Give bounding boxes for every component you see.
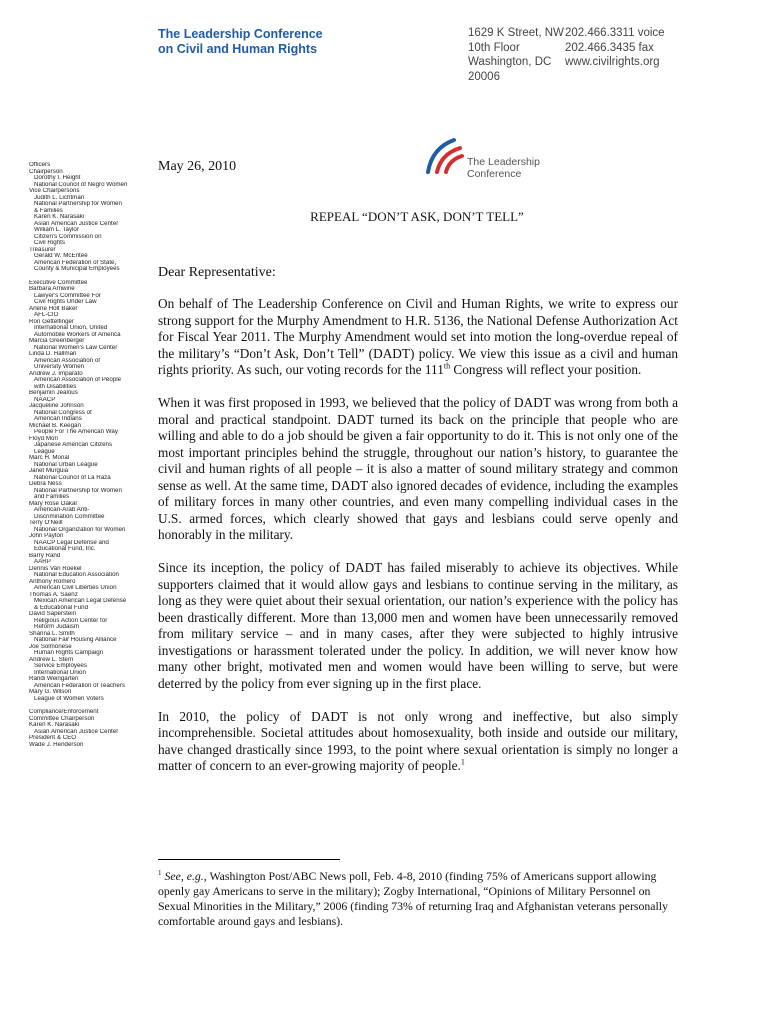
sidebar-affiliation: League of Women Voters: [34, 695, 104, 702]
sidebar-affiliation: American Civil Liberties Union: [34, 585, 117, 591]
sidebar-affiliation: American Association of People: [34, 377, 122, 383]
sidebar-affiliation: NAACP Legal Defense and: [34, 539, 109, 546]
organization-name-line1: The Leadership Conference: [158, 27, 323, 41]
sidebar-name: Officers: [29, 162, 51, 168]
letter-date: May 26, 2010: [158, 159, 237, 174]
sidebar-spacer: [29, 273, 154, 280]
address-line: 1629 K Street, NW: [468, 27, 564, 39]
footnote: [158, 866, 678, 929]
letter-title: REPEAL “DON’T ASK, DON’T TELL”: [310, 209, 524, 224]
sidebar-affiliation: Gerald W. McEntee: [34, 253, 88, 259]
sidebar-name: Janet Murguia: [29, 468, 69, 474]
sidebar-name: Shanna L. Smith: [29, 630, 75, 637]
sidebar-name: Ron Gettelfinger: [29, 318, 75, 325]
sidebar-affiliation: International Union, United: [34, 325, 108, 331]
sidebar-name: Committee Chairperson: [29, 715, 95, 722]
logo-wordmark: [467, 156, 540, 180]
sidebar-affiliation: Discrimination Committee: [34, 513, 105, 520]
sidebar-affiliation: National Congress of: [34, 409, 92, 416]
paragraph-4: [158, 709, 678, 775]
sidebar-name: Dennis Van Roekel: [29, 565, 82, 572]
sidebar-name: Marcia Greenberger: [29, 338, 85, 344]
sidebar-name: Arlene Holt Baker: [29, 305, 78, 312]
sidebar-affiliation: AFL-CIO: [34, 312, 59, 318]
paragraph-1-end: Congress will reflect your position.: [450, 362, 642, 377]
organization-name: [158, 27, 323, 57]
sidebar-affiliation: International Union: [34, 669, 86, 676]
sidebar-affiliation: William L. Taylor: [34, 227, 79, 233]
sidebar-name: Anthony Romero: [29, 578, 76, 585]
officers-sidebar: [29, 162, 154, 748]
sidebar-affiliation: with Disabilities: [34, 383, 77, 390]
sidebar-affiliation: Reform Judaism: [34, 624, 80, 630]
sidebar-name: Thomas A. Saenz: [29, 591, 78, 598]
sidebar-name: Wade J. Henderson: [29, 741, 84, 748]
sidebar-name: Treasurer: [29, 246, 56, 253]
mailing-address: [468, 26, 564, 84]
sidebar-affiliation: Karen K. Narasaki: [34, 214, 85, 220]
sidebar-affiliation: American Association of: [34, 357, 101, 364]
sidebar-affiliation: University Women: [34, 364, 85, 370]
logo-text-line1: The Leadership: [467, 156, 540, 168]
sidebar-affiliation: American-Arab Anti-: [34, 507, 90, 513]
sidebar-name: Benjamin Jealous: [29, 390, 78, 396]
footnote-citation-signal: See, e.g.: [164, 868, 204, 883]
sidebar-affiliation: Mexican American Legal Defense: [34, 598, 127, 604]
sidebar-affiliation: Service Employees: [34, 663, 87, 669]
sidebar-affiliation: League: [34, 448, 55, 455]
sidebar-affiliation: AARP: [34, 559, 51, 565]
sidebar-name: Debra Ness: [29, 481, 62, 487]
sidebar-affiliation: National Council of Negro Women: [34, 181, 128, 188]
sidebar-name: Karen K. Narasaki: [29, 722, 80, 728]
sidebar-affiliation: National Organization for Women: [34, 526, 126, 533]
sidebar-name: Terry O'Neill: [29, 520, 63, 526]
sidebar-name: Mary G. Wilson: [29, 689, 72, 695]
salutation: Dear Representative:: [158, 265, 276, 280]
contact-info: [565, 26, 665, 70]
address-line: 20006: [468, 70, 500, 83]
leadership-conference-logo-icon: [424, 134, 464, 174]
sidebar-name: Andrew L. Stern: [29, 656, 74, 663]
sidebar-affiliation: National Education Association: [34, 572, 119, 578]
sidebar-affiliation: Human Rights Campaign: [34, 650, 104, 656]
footnote-text: , Washington Post/ABC News poll, Feb. 4-8, 2010 (finding 75% of Americans support allowing openly gay Americans to serve in the military); Zogby International, “Opinions of Military Personnel on Sexual Minorities in the Military,” 2006 (finding 73% of returning Iraq and Afghanistan veterans personally comfortable around gays and lesbians).: [158, 868, 668, 928]
sidebar-affiliation: Lawyer's Committee For: [34, 292, 101, 299]
sidebar-affiliation: Judith L. Lichtman: [34, 194, 85, 201]
phone-voice: 202.466.3311 voice: [565, 27, 665, 39]
sidebar-affiliation: Civil Rights Under Law: [34, 299, 97, 305]
sidebar-name: John Payton: [29, 533, 64, 539]
sidebar-name: Randi Weingarten: [29, 676, 79, 682]
sidebar-name: Barbara Arnwine: [29, 286, 75, 292]
sidebar-spacer: [29, 702, 154, 709]
sidebar-name: Linda D. Hallman: [29, 351, 77, 357]
sidebar-affiliation: NAACP: [34, 396, 56, 403]
website: www.civilrights.org: [565, 56, 660, 68]
sidebar-name: Joe Solmonese: [29, 643, 72, 650]
sidebar-name: Chairperson: [29, 168, 63, 175]
sidebar-affiliation: & Families: [34, 207, 63, 214]
sidebar-name: Executive Committee: [29, 279, 88, 286]
sidebar-name: Compliance/Enforcement: [29, 709, 99, 715]
sidebar-affiliation: Citizen's Commission on: [34, 233, 102, 240]
address-line: Washington, DC: [468, 56, 552, 68]
sidebar-affiliation: & Educational Fund: [34, 604, 89, 611]
sidebar-affiliation: County & Municipal Employees: [34, 266, 120, 272]
organization-name-line2: on Civil and Human Rights: [158, 42, 318, 56]
paragraph-2: When it was first proposed in 1993, we believed that the policy of DADT was wrong from both a moral and practical standpoint. DADT turned its back on the principle that people who are willing and able to do a job should be given a fair opportunity to do it. This is not only one of the most important principles behind the struggle, throughout our nation’s history, to guarantee the civil and human rights of all people – it is also a matter of sound military strategy and common sense as well. At the same time, DADT also ignored decades of evidence, including the examples of military forces in many other countries, and even many compelling individual cases in the U.S. armed forces, which clearly showed that gays and lesbians could serve openly and honorably in the military.: [158, 395, 678, 542]
sidebar-affiliation: and Families: [34, 494, 70, 500]
footnote-reference: 1: [460, 757, 465, 767]
footnote-marker: 1: [158, 869, 162, 877]
paragraph-3: Since its inception, the policy of DADT has failed miserably to achieve its objectives. While supporters claimed that it would allow gays and lesbians to continue serving in the military, as long as they were quiet about their sexual orientation, our nation’s experience with the policy has been drastically different. More than 13,000 men and women have been unnecessarily removed from military service – and in many cases, after they were subjected to highly intrusive investigations or harassment tolerated under the policy. In addition, we will never know how many other bright, motivated men and women would have been willing to serve, but were deterred by the policy from ever signing up in the first place.: [158, 560, 678, 691]
sidebar-affiliation: Asian American Justice Center: [34, 728, 119, 735]
sidebar-name: Jacqueline Johnson: [29, 403, 84, 409]
paragraph-1: [158, 296, 678, 379]
sidebar-name: Vice Chairpersons: [29, 188, 80, 194]
sidebar-affiliation: Religious Action Center for: [34, 617, 108, 624]
sidebar-affiliation: National Partnership for Women: [34, 201, 122, 207]
sidebar-affiliation: National Fair Housing Alliance: [34, 637, 117, 643]
sidebar-affiliation: Automobile Workers of America: [34, 331, 121, 338]
sidebar-affiliation: Educational Fund, Inc.: [34, 546, 96, 552]
sidebar-affiliation: National Women's Law Center: [34, 344, 118, 351]
sidebar-affiliation: Japanese American Citizens: [34, 442, 113, 448]
sidebar-name: Marc H. Morial: [29, 455, 70, 461]
letter-body: [158, 296, 678, 791]
sidebar-affiliation: Asian American Justice Center: [34, 220, 119, 227]
sidebar-name: David Saperstein: [29, 611, 77, 617]
address-line: 10th Floor: [468, 41, 520, 54]
sidebar-affiliation: American Federation of State,: [34, 259, 117, 266]
paragraph-1-text: On behalf of The Leadership Conference on Civil and Human Rights, we write to express our strong support for the Murphy Amendment to H.R. 5136, the National Defense Authorization Act for Fiscal Year 2011. The Murphy Amendment would set into motion the long-overdue repeal of the military’s “Don’t Ask, Don’t Tell” (DADT) policy. We view this issue as a civil and human rights priority. As such, our voting records for the 111: [158, 296, 678, 377]
footnote-divider: [158, 859, 340, 860]
paragraph-4-text: In 2010, the policy of DADT is not only wrong and ineffective, but also simply incomprehensible. Societal attitudes about homosexuality, both inside and outside our military, have changed drastically since 1993, to the point where sexual orientation is simply no longer a matter of concern to an ever-growing majority of people.: [158, 708, 678, 773]
sidebar-affiliation: National Council of La Raza: [34, 474, 111, 481]
sidebar-name: Michael B. Keegan: [29, 422, 81, 429]
sidebar-affiliation: People For The American Way: [34, 429, 118, 435]
sidebar-affiliation: Civil Rights: [34, 240, 65, 246]
sidebar-name: Floyd Mori: [29, 435, 58, 442]
sidebar-name: President & CEO: [29, 735, 77, 741]
sidebar-affiliation: American Federation of Teachers: [34, 682, 126, 689]
ordinal-suffix: th: [443, 361, 451, 371]
sidebar-affiliation: National Urban League: [34, 461, 98, 468]
sidebar-affiliation: Dorothy I. Height: [34, 175, 81, 181]
sidebar-affiliation: American Indians: [34, 416, 82, 422]
logo-text-line2: Conference: [467, 168, 522, 180]
sidebar-name: Mary Rose Oakar: [29, 500, 78, 507]
sidebar-affiliation: National Partnership for Women: [34, 487, 122, 494]
sidebar-name: Barry Rand: [29, 552, 61, 559]
sidebar-name: Andrew J. Imparato: [29, 370, 83, 377]
phone-fax: 202.466.3435 fax: [565, 41, 654, 54]
